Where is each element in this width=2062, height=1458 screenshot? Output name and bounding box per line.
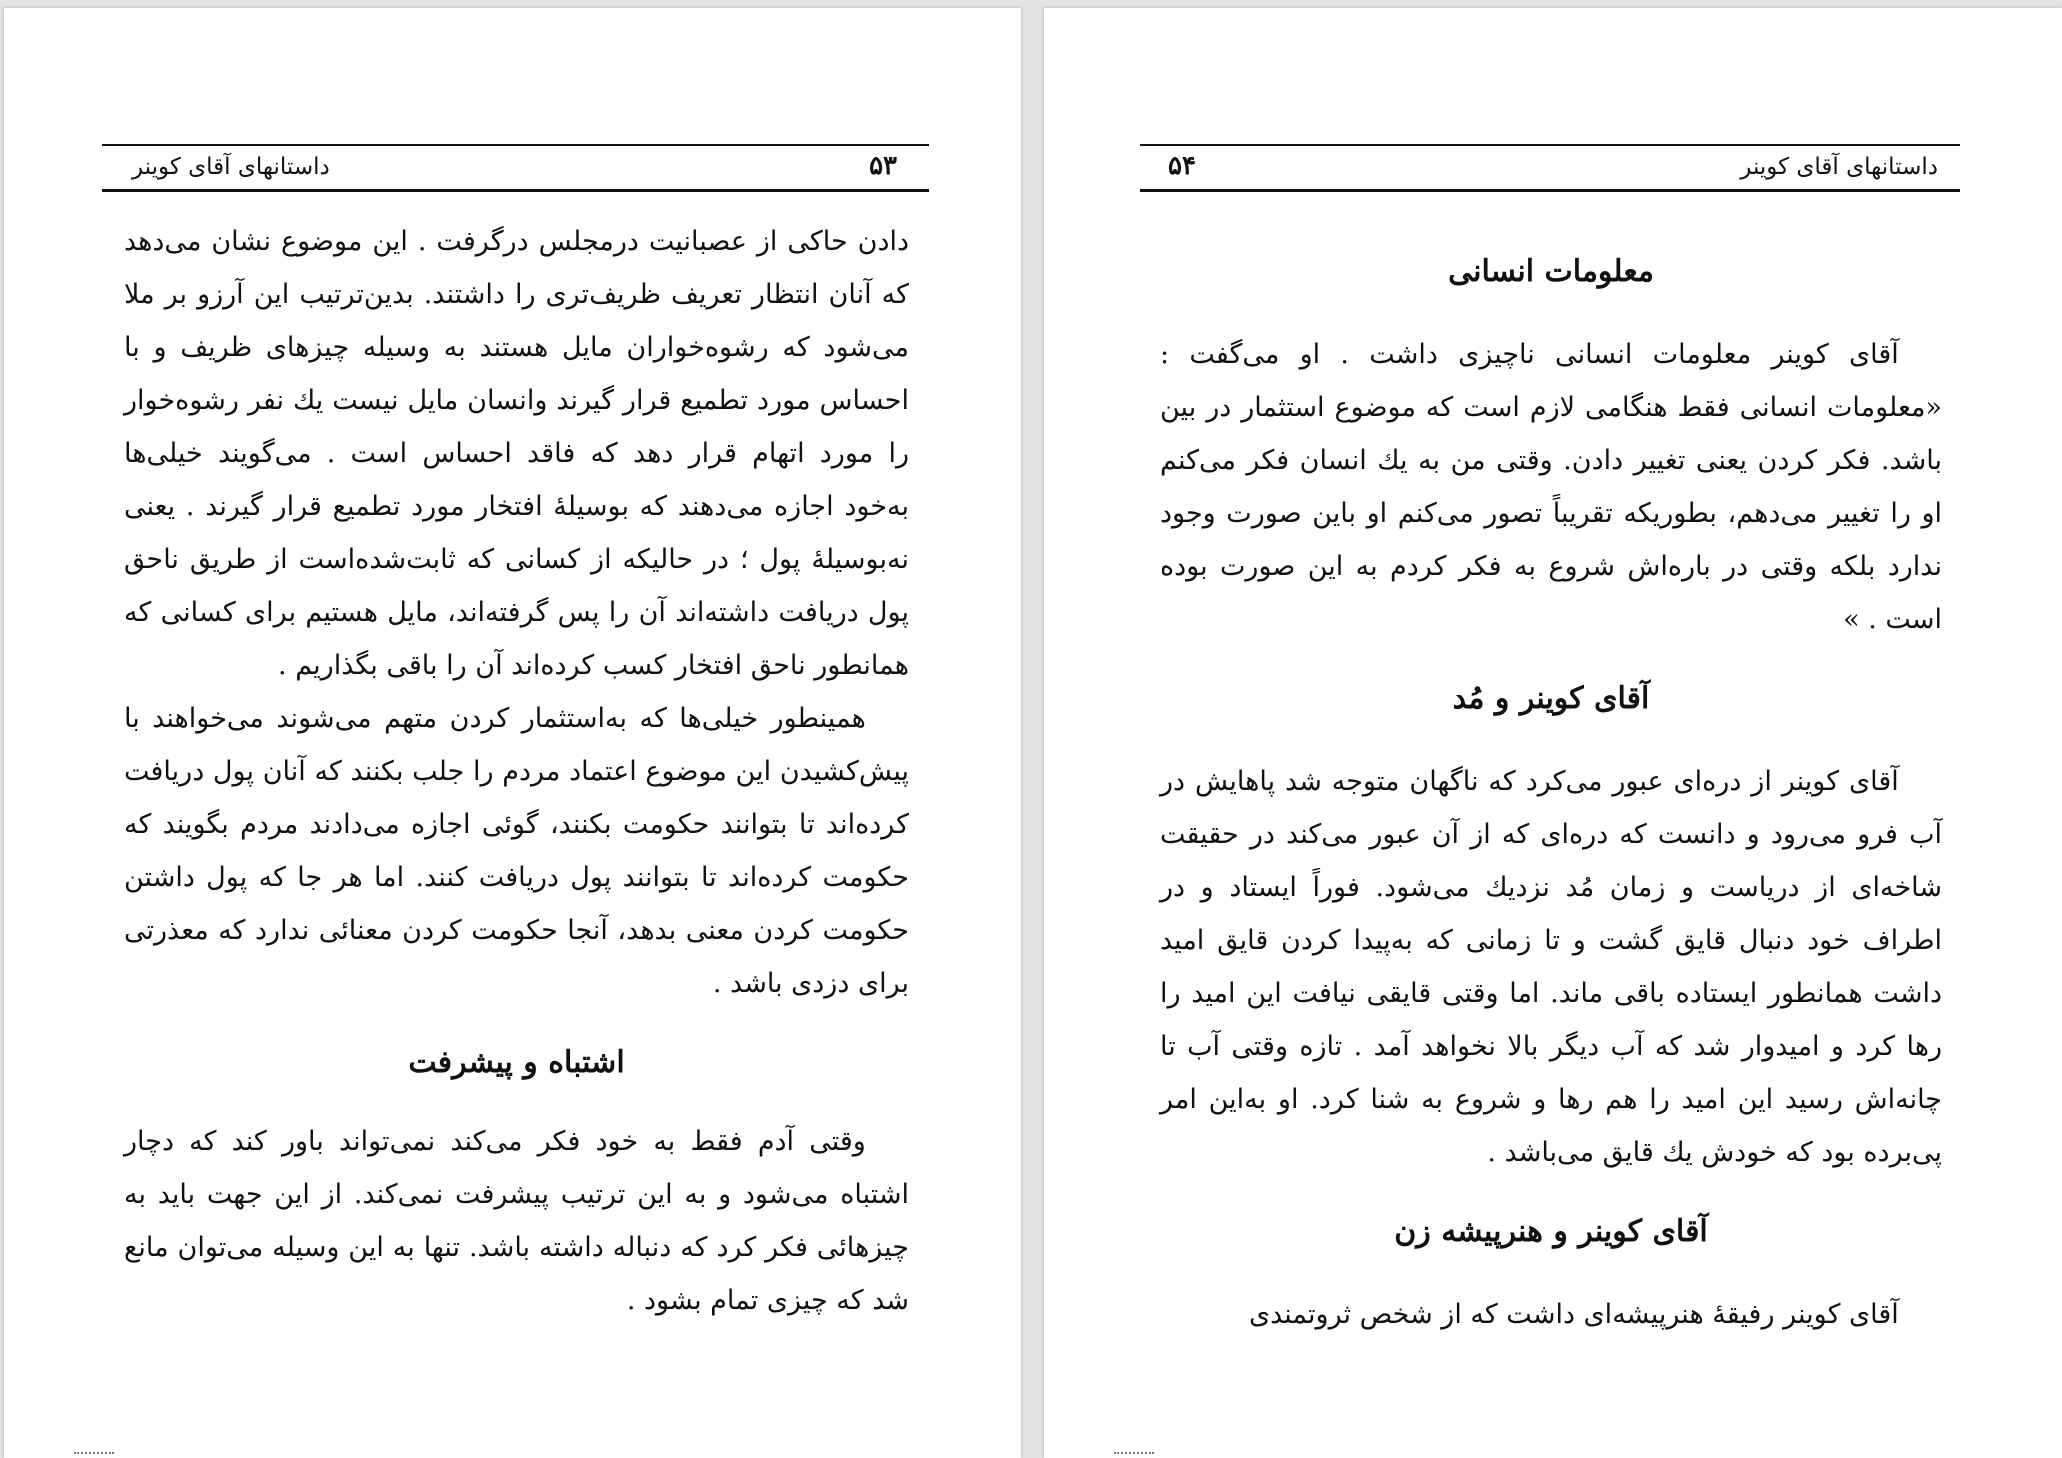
paragraph: آقای کوینر از دره‌ای عبور می‌کرد که ناگهان متوجه شد پاهایش در آب فرو می‌رود و دانست که دره‌ای که از آن عبور می‌کند در حقیقت شاخه‌ای از دریاست و زمان مُد نزدیك می‌شود. فوراً ایستاد و در اطراف خود دنبال قایق گشت و تا زمانی که به‌پیدا کردن قایق امید داشت همانطور ایستاده باقی ماند. اما وقتی قایقی نیافت این امید را رها کرد و امیدوار شد که آب دیگر بالا نخواهد آمد . تازه وقتی آب تا چانه‌اش رسید این امید را هم رها و شروع به شنا کرد. او به‌این امر پی‌برده بود که خودش یك قایق می‌باشد .	[1160, 766, 1942, 1168]
page-number: ۵۳	[869, 151, 897, 181]
paragraph: وقتی آدم فقط به خود فکر می‌کند نمی‌تواند باور کند که دچار اشتباه می‌شود و به این ترتیب پیشرفت نمی‌کند. از این جهت باید به چیزهائی فکر کرد که دنباله داشته باشد. تنها به این وسیله می‌توان مانع شد که چیزی تمام بشود .	[124, 1126, 909, 1316]
page-body	[1160, 245, 1942, 1341]
left-page	[4, 8, 1021, 1458]
paragraph: دادن حاکی از عصبانیت درمجلس درگرفت . این موضوع نشان می‌دهد که آنان انتظار تعریف ظریف‌تری را داشتند. بدین‌ترتیب این آرزو بر ملا می‌شود که رشوه‌خواران مایل هستند به وسیله چیزهای ظریف و با احساس مورد تطمیع قرار گیرند وانسان مایل نیست یك نفر رشوه‌خوار را مورد اتهام قرار دهد که فاقد احساس است . می‌گویند خیلی‌ها به‌خود اجازه می‌دهند که بوسیلهٔ افتخار مورد تطمیع قرار گیرند . یعنی نه‌بوسیلهٔ پول ؛ در حالیکه از کسانی که ثابت‌شده‌است از طریق ناحق پول دریافت داشته‌اند آن را پس گرفته‌اند، مایل هستیم برای کسانی که همانطور ناحق افتخار کسب کرده‌اند آن را باقی بگذاریم .	[124, 226, 909, 681]
footer-mark	[74, 1452, 114, 1458]
paragraph: همینطور خیلی‌ها که به‌استثمار کردن متهم می‌شوند می‌خواهند با پیش‌کشیدن این موضوع اعتماد مردم را جلب بکنند که آنان پول دریافت کرده‌اند تا بتوانند حکومت بکنند، گوئی اجازه می‌دادند مردم بگویند که حکومت کرده‌اند تا بتوانند پول دریافت کنند. اما هر جا که پول داشتن حکومت کردن معنی بدهد، آنجا حکومت کردن معنائی ندارد که معذرتی برای دزدی باشد .	[124, 703, 909, 999]
section-heading: اشتباه و پیشرفت	[408, 1045, 625, 1080]
running-head	[102, 144, 929, 192]
running-title: داستانهای آقای کوینر	[1740, 154, 1938, 180]
footer-mark	[1114, 1452, 1154, 1458]
page-body	[124, 215, 909, 1327]
running-head	[1140, 144, 1960, 192]
section-heading: معلومات انسانی	[1448, 254, 1654, 289]
paragraph: آقای کوینر معلومات انسانی ناچیزی داشت . او می‌گفت : «معلومات انسانی فقط هنگامی لازم است که موضوع استثمار در بین باشد. فکر کردن یعنی تغییر دادن. وقتی من به یك انسان فکر می‌کنم او را تغییر می‌دهم، بطوریکه تقریباً تصور می‌کنم او باین صورت وجود ندارد بلکه وقتی در باره‌اش شروع به فکر کردم به این صورت بوده است . »	[1160, 339, 1942, 635]
section-heading: آقای کوینر و مُد	[1452, 681, 1650, 716]
right-page	[1044, 8, 2062, 1458]
paragraph: آقای کوینر رفیقهٔ هنرپیشه‌ای داشت که از شخص ثروتمندی	[1248, 1299, 1899, 1330]
page-number: ۵۴	[1168, 151, 1196, 181]
section-heading: آقای کوینر و هنرپیشه زن	[1394, 1214, 1708, 1249]
running-title: داستانهای آقای کوینر	[132, 154, 330, 180]
